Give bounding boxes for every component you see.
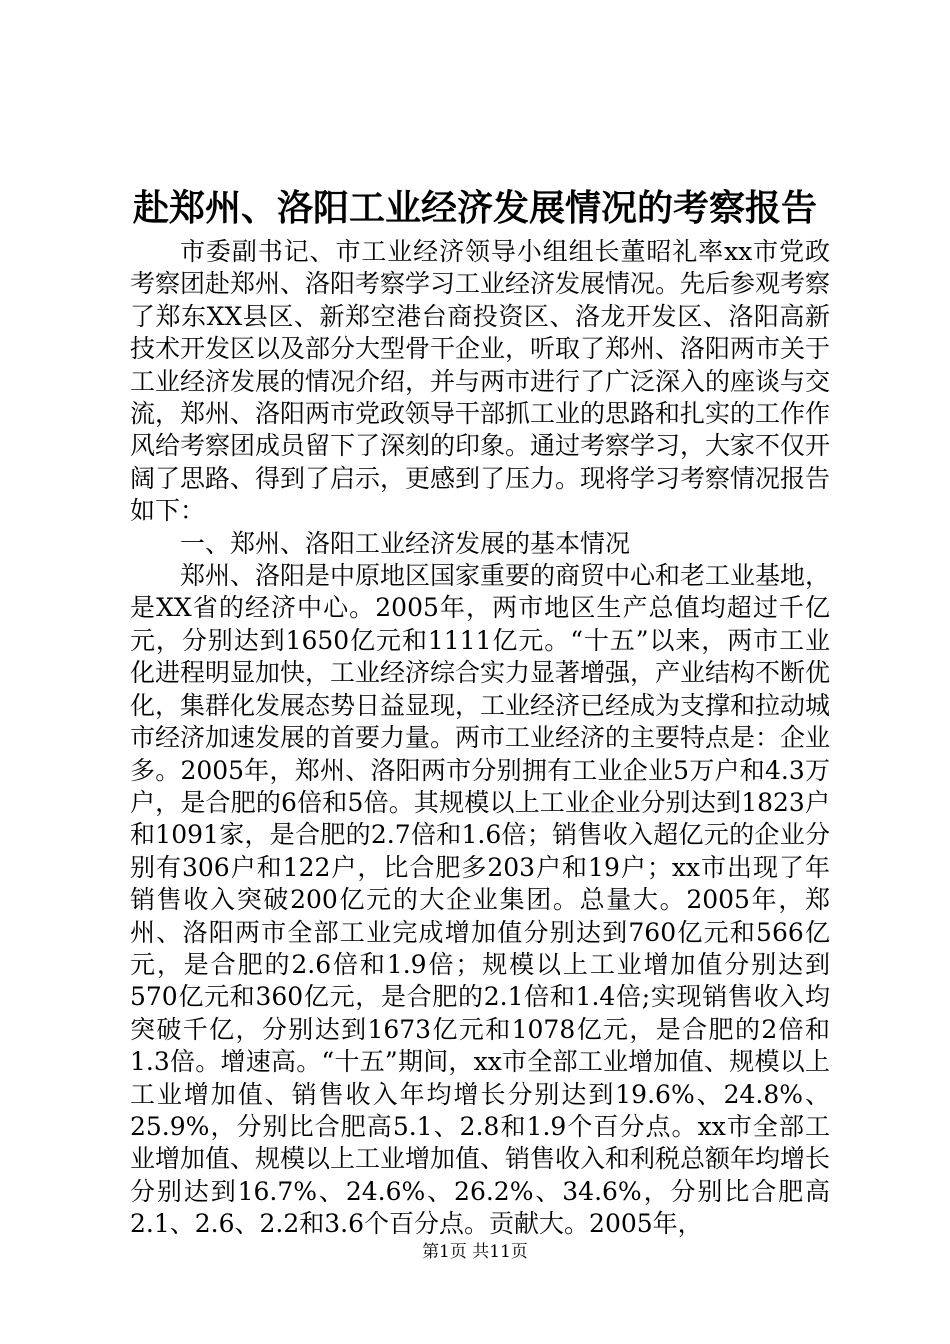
intro-paragraph: 市委副书记、市工业经济领导小组组长董昭礼率xx市党政考察团赴郑州、洛阳考察学习工业经济发展情况。先后参观考察了郑东XX县区、新郑空港台商投资区、洛龙开发区、洛阳高新技术开发区以及部分大型骨干企业，听取了郑州、洛阳两市关于工业经济发展的情况介绍，并与两市进行了广泛深入的座谈与交流，郑州、洛阳两市党政领导干部抓工业的思路和扎实的工作作风给考察团成员留下了深刻的印象。通过考察学习，大家不仅开阔了思路、得到了启示，更感到了压力。现将学习考察情况报告如下： bbox=[130, 237, 831, 526]
page-number: 第1页 共11页 bbox=[422, 1242, 528, 1262]
document-title: 赴郑州、洛阳工业经济发展情况的考察报告 bbox=[132, 187, 817, 229]
body-paragraph: 郑州、洛阳是中原地区国家重要的商贸中心和老工业基地，是XX省的经济中心。2005年，两市地区生产总值均超过千亿元，分别达到1650亿元和1111亿元。“十五”以来，两市工业化进程明显加快，工业经济综合实力显著增强，产业结构不断优化，集群化发展态势日益显现，工业经济已经成为支撑和拉动城市经济加速发展的首要力量。两市工业经济的主要特点是：企业多。2005年，郑州、洛阳两市分别拥有工业企业5万户和4.3万户，是合肥的6倍和5倍。其规模以上工业企业分别达到1823户和1091家，是合肥的2.7倍和1.6倍；销售收入超亿元的企业分别有306户和122户，比合肥多203户和19户；xx市出现了年销售收入突破200亿元的大企业集团。总量大。2005年，郑州、洛阳两市全部工业完成增加值分别达到760亿元和566亿元，是合肥的2.6倍和1.9倍；规模以上工业增加值分别达到570亿元和360亿元，是合肥的2.1倍和1.4倍;实现销售收入均突破千亿，分别达到1673亿元和1078亿元，是合肥的2倍和1.3倍。增速高。“十五”期间，xx市全部工业增加值、规模以上工业增加值、销售收入年均增长分别达到19.6%、24.8%、25.9%，分别比合肥高5.1、2.8和1.9个百分点。xx市全部工业增加值、规模以上工业增加值、销售收入和利税总额年均增长分别达到16.7%、24.6%、26.2%、34.6%，分别比合肥高2.1、2.6、2.2和3.6个百分点。贡献大。2005年， bbox=[130, 561, 831, 1239]
section-heading: 一、郑州、洛阳工业经济发展的基本情况 bbox=[180, 528, 631, 558]
document-body bbox=[130, 236, 830, 1241]
